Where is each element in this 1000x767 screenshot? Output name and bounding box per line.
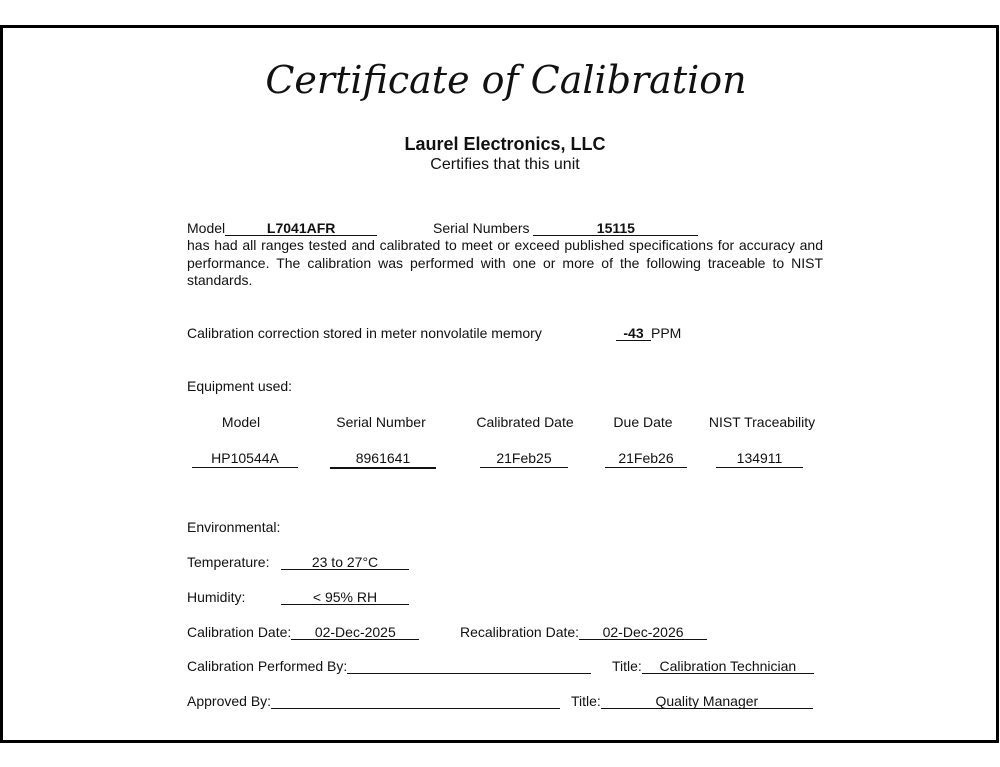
equip-header-model: Model: [221, 414, 261, 430]
performed-title-value: Calibration Technician: [642, 659, 814, 674]
equip-cell-nist: 134911: [716, 450, 803, 468]
equip-cell-serial: 8961641: [330, 450, 436, 469]
equip-header-nist: NIST Traceability: [708, 414, 816, 430]
correction-unit: PPM: [651, 325, 682, 341]
recalibration-date-label: Recalibration Date:: [460, 624, 580, 640]
correction-value: -43: [616, 326, 651, 341]
approved-by-signature-field[interactable]: [271, 694, 560, 709]
humidity-line: [281, 589, 409, 605]
performed-by-line: [187, 658, 591, 674]
performed-by-signature-field[interactable]: [347, 659, 591, 674]
calibration-date-value: 02-Dec-2025: [291, 625, 419, 640]
approved-by-line: [187, 693, 560, 709]
recalibration-date-value: 02-Dec-2026: [579, 625, 707, 640]
model-value: L7041AFR: [225, 221, 377, 236]
certificate-title: Certificate of Calibration: [265, 58, 747, 102]
company-name: Laurel Electronics, LLC: [404, 134, 606, 154]
equip-header-duedate: Due Date: [613, 414, 673, 430]
correction-label: Calibration correction stored in meter nonvolatile memory: [187, 325, 542, 341]
equip-cell-model: HP10544A: [192, 450, 298, 468]
humidity-label: Humidity:: [187, 589, 246, 605]
temperature-value: 23 to 27°C: [281, 555, 409, 570]
environmental-label: Environmental:: [187, 519, 281, 535]
certifies-text: Certifies that this unit: [430, 156, 580, 173]
approved-by-label: Approved By:: [187, 693, 272, 709]
performed-by-label: Calibration Performed By:: [187, 658, 348, 674]
equip-header-serial: Serial Number: [336, 414, 426, 430]
equip-header-caldate: Calibrated Date: [476, 414, 574, 430]
equip-cell-duedate: 21Feb26: [605, 450, 687, 468]
model-line: [187, 220, 377, 236]
serial-label: Serial Numbers: [433, 220, 530, 236]
serial-line: [433, 220, 698, 236]
approved-title-label: Title:: [571, 693, 601, 709]
calibration-statement: has had all ranges tested and calibrated to meet or exceed published specifications for accuracy and performance. The calibration was performed with one or more of the following traceable to NIST standards.: [187, 237, 823, 288]
equipment-label: Equipment used:: [187, 378, 293, 394]
calibration-date-line: [187, 624, 419, 640]
temperature-line: [281, 554, 409, 570]
serial-value: 15115: [533, 221, 698, 236]
approved-title-line: [571, 693, 813, 709]
calibration-date-label: Calibration Date:: [187, 624, 292, 640]
temperature-label: Temperature:: [187, 554, 270, 570]
approved-title-value: Quality Manager: [601, 694, 813, 709]
humidity-value: < 95% RH: [281, 590, 409, 605]
performed-title-line: [612, 658, 814, 674]
correction-line: [616, 325, 681, 341]
equip-cell-caldate: 21Feb25: [480, 450, 568, 468]
performed-title-label: Title:: [612, 658, 642, 674]
recalibration-date-line: [460, 624, 707, 640]
model-label: Model: [187, 220, 226, 236]
